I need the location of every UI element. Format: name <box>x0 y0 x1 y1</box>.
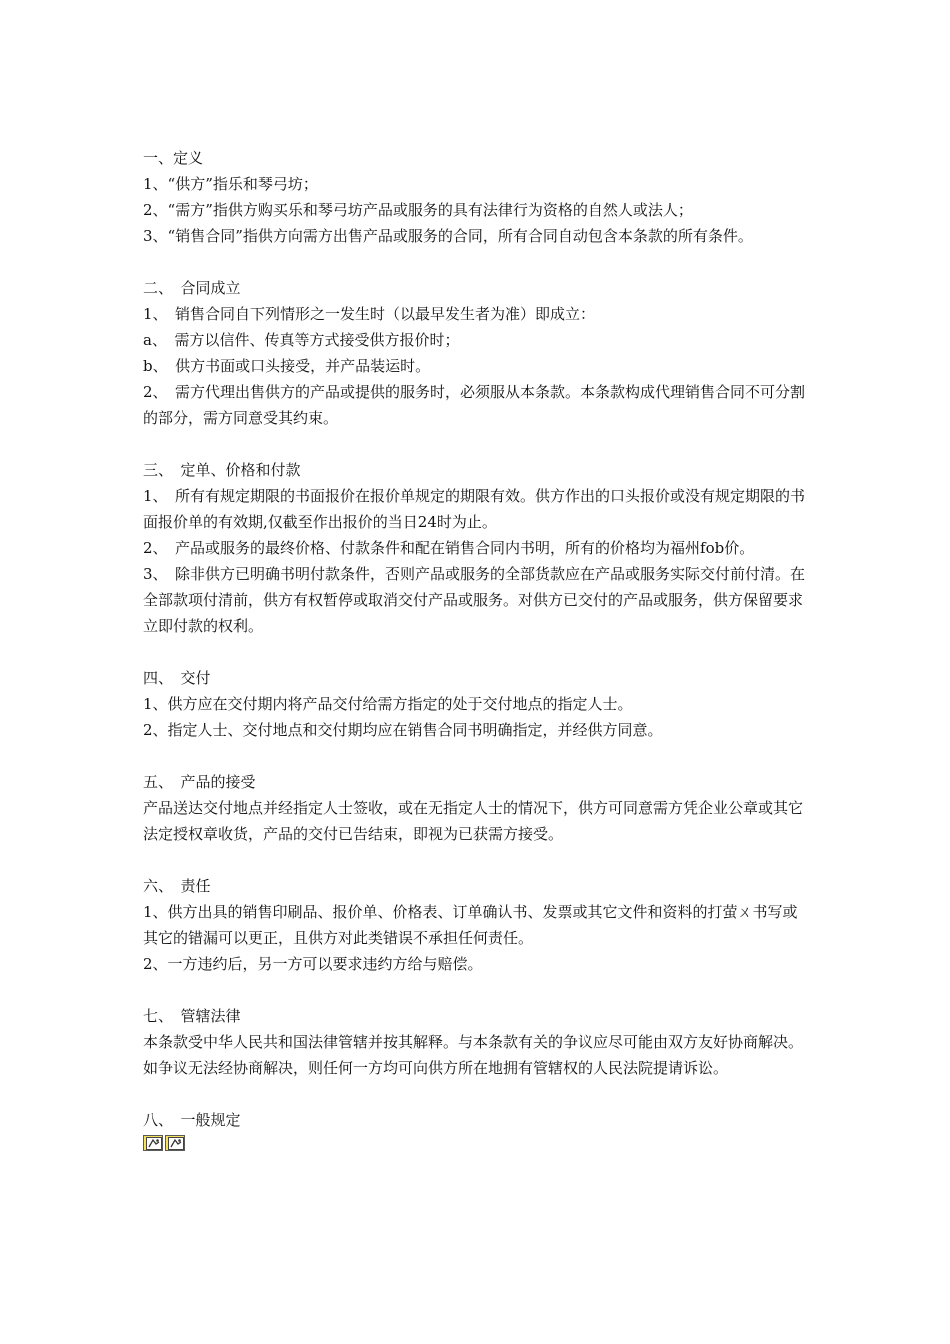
paragraph: 1、 销售合同自下列情形之一发生时（以最早发生者为准）即成立： <box>143 305 596 323</box>
paragraph: 3、 除非供方已明确书明付款条件，否则产品或服务的全部货款应在产品或服务实际交付前付清。在全部款项付清前，供方有权暂停或取消交付产品或服务。对供方已交付的产品或服务，供方保留要求立即付款的权利。 <box>143 565 806 635</box>
section-heading: 五、 产品的接受 <box>143 773 256 791</box>
image-placeholder-row <box>143 1135 811 1151</box>
paragraph: 3、“销售合同”指供方向需方出售产品或服务的合同，所有合同自动包含本条款的所有条件。 <box>143 227 753 245</box>
section-definitions <box>143 145 811 249</box>
paragraph: 2、指定人士、交付地点和交付期均应在销售合同书明确指定，并经供方同意。 <box>143 721 663 739</box>
section-delivery <box>143 665 811 743</box>
section-acceptance <box>143 769 811 847</box>
paragraph: 2、 需方代理出售供方的产品或提供的服务时，必须服从本条款。本条款构成代理销售合同不可分割的部分，需方同意受其约束。 <box>143 383 806 427</box>
section-heading: 八、 一般规定 <box>143 1111 241 1129</box>
section-heading: 七、 管辖法律 <box>143 1007 241 1025</box>
section-contract-formation <box>143 275 811 431</box>
section-heading: 四、 交付 <box>143 669 211 687</box>
paragraph: 1、“供方”指乐和琴弓坊； <box>143 175 318 193</box>
paragraph: 2、“需方”指供方购买乐和琴弓坊产品或服务的具有法律行为资格的自然人或法人； <box>143 201 693 219</box>
document-body <box>143 145 811 1151</box>
placeholder-image-icon <box>143 1135 163 1151</box>
section-liability <box>143 873 811 977</box>
section-heading: 三、 定单、价格和付款 <box>143 461 301 479</box>
paragraph: 产品送达交付地点并经指定人士签收，或在无指定人士的情况下，供方可同意需方凭企业公章或其它法定授权章收货，产品的交付已告结束，即视为已获需方接受。 <box>143 799 804 843</box>
paragraph: 本条款受中华人民共和国法律管辖并按其解释。与本条款有关的争议应尽可能由双方友好协商解决。如争议无法经协商解决，则任何一方均可向供方所在地拥有管辖权的人民法院提请诉讼。 <box>143 1033 804 1077</box>
paragraph: 2、一方违约后，另一方可以要求违约方给与赔偿。 <box>143 955 483 973</box>
paragraph: 1、供方应在交付期内将产品交付给需方指定的处于交付地点的指定人士。 <box>143 695 633 713</box>
section-heading: 二、 合同成立 <box>143 279 241 297</box>
section-heading: 六、 责任 <box>143 877 211 895</box>
paragraph: a、 需方以信件、传真等方式接受供方报价时； <box>143 331 460 349</box>
section-orders-prices-payment <box>143 457 811 639</box>
section-heading: 一、定义 <box>143 149 204 167</box>
paragraph: b、 供方书面或口头接受，并产品装运时。 <box>143 357 431 375</box>
section-general-provisions <box>143 1107 811 1151</box>
paragraph: 1、供方出具的销售印刷品、报价单、价格表、订单确认书、发票或其它文件和资料的打萤ㄨ书写或其它的错漏可以更正，且供方对此类错误不承担任何责任。 <box>143 903 798 947</box>
placeholder-image-icon <box>165 1135 185 1151</box>
section-governing-law <box>143 1003 811 1081</box>
paragraph: 1、 所有有规定期限的书面报价在报价单规定的期限有效。供方作出的口头报价或没有规定期限的书面报价单的有效期,仅截至作出报价的当日24时为止。 <box>143 487 806 531</box>
paragraph: 2、 产品或服务的最终价格、付款条件和配在销售合同内书明，所有的价格均为福州fob价。 <box>143 539 755 557</box>
